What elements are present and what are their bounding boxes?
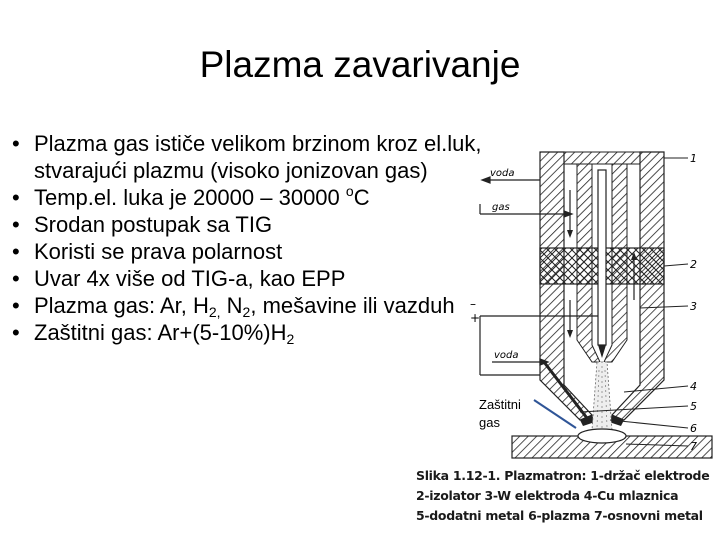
- part-number-4: 4: [690, 380, 697, 393]
- part-number-1: 1: [690, 152, 697, 165]
- slide-title: Plazma zavarivanje: [199, 44, 521, 85]
- shielding-gas-callout: Zaštitni gas: [479, 397, 521, 430]
- label-water-bottom: voda: [494, 350, 519, 361]
- label-water-top: voda: [490, 168, 515, 179]
- bullet-plasma-gas: • Plazma gas ističe velikom brzinom kroz el.luk, stvarajući plazmu (visoko jonizovan gas): [10, 130, 490, 184]
- bullet-shielding-gas: • Zaštitni gas: $Ar+(5-10\%)H_2$: [10, 319, 490, 346]
- filler-wire: [544, 362, 590, 422]
- part-number-3: 3: [690, 300, 697, 313]
- base-metal: [512, 429, 712, 458]
- part-numbers: [690, 152, 697, 453]
- figure-caption: Slika 1.12-1. Plazmatron: 1-držač elektrode 2-izolator 3-W elektroda 4-Cu mlaznica 5-dodatni metal 6-plazma 7-osnovni metal: [416, 468, 710, 523]
- bullet-penetration: • Uvar 4x više od TIG-a, kao EPP: [10, 265, 490, 292]
- label-plus: +: [470, 311, 481, 325]
- part-number-2: 2: [690, 258, 697, 271]
- bullet-list: [10, 130, 490, 346]
- bullet-tig: • Srodan postupak sa TIG: [10, 211, 490, 238]
- part-number-5: 5: [690, 400, 697, 413]
- bullet-gas-types: • Plazma gas: Ar, $H_{2,}$ $N_2$, mešavine ili vazduh: [10, 292, 490, 319]
- part-number-7: 7: [690, 440, 697, 453]
- plasma-jet: [592, 362, 612, 430]
- part-number-6: 6: [690, 422, 697, 435]
- label-gas: gas: [492, 202, 510, 213]
- label-minus: –: [470, 297, 476, 311]
- bullet-temperature: • Temp.el. luka je 20000 – 30000 $^o$C: [10, 184, 490, 211]
- bullet-polarity: • Koristi se prava polarnost: [10, 238, 490, 265]
